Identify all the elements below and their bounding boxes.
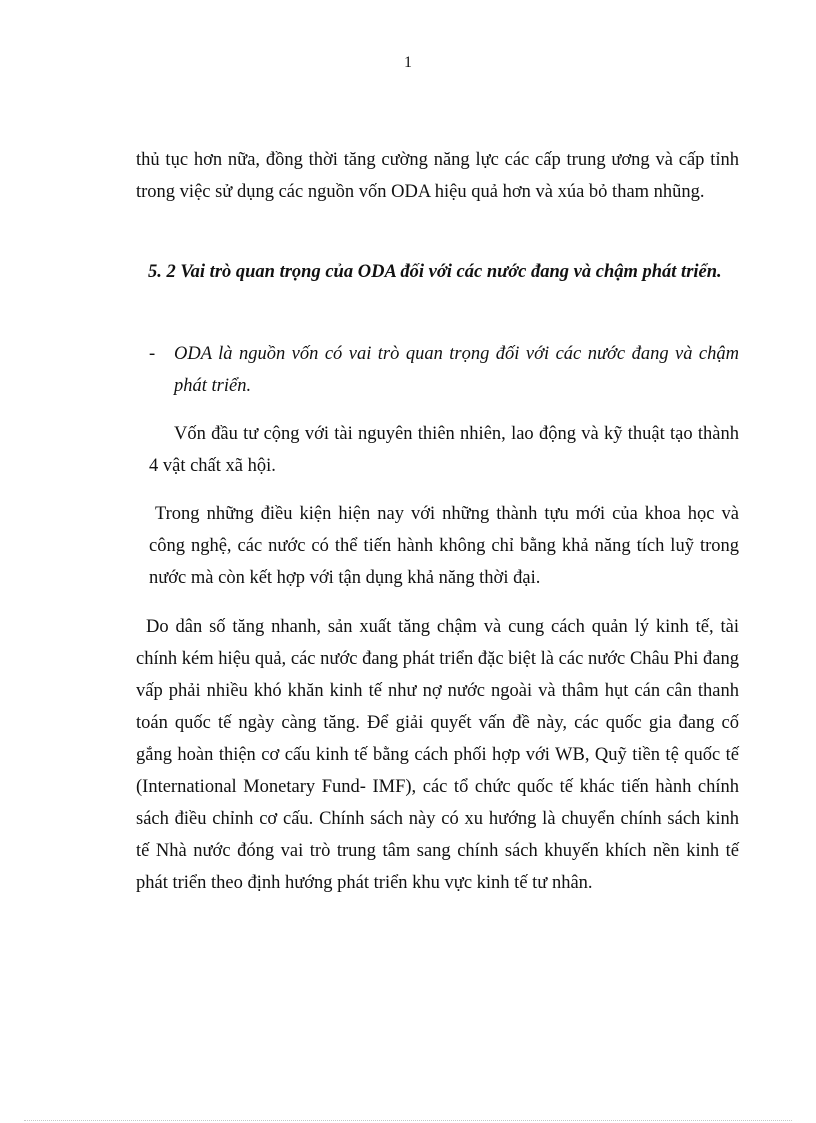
section-heading-text: 5. 2 Vai trò quan trọng của ODA đối với các nước đang và chậm phát triển. xyxy=(148,262,722,282)
bullet-item xyxy=(149,338,739,402)
paragraph-capital-factors: Vốn đầu tư cộng với tài nguyên thiên nhiên, lao động và kỹ thuật tạo thành 4 vật chất xã hội. xyxy=(149,424,739,476)
paragraph-current-conditions: Trong những điều kiện hiện nay với những thành tựu mới của khoa học và công nghệ, các nước có thể tiến hành không chỉ bằng khả năng tích luỹ trong nước mà còn kết hợp với tận dụng khả năng thời đại. xyxy=(149,504,739,588)
page-bottom-divider xyxy=(24,1120,792,1121)
bullet-text: ODA là nguồn vốn có vai trò quan trọng đối với các nước đang và chậm phát triển. xyxy=(174,344,739,396)
bullet-marker: - xyxy=(149,344,156,364)
paragraph-developing-countries: Do dân số tăng nhanh, sản xuất tăng chậm và cung cách quản lý kinh tế, tài chính kém hiệu quả, các nước đang phát triển đặc biệt là các nước Châu Phi đang vấp phải nhiều khó khăn kinh tế như nợ nước ngoài và thâm hụt cán cân thanh toán quốc tế ngày càng tăng. Để giải quyết vấn đề này, các quốc gia đang cố gắng hoàn thiện cơ cấu kinh tế bằng cách phối hợp với WB, Quỹ tiền tệ quốc tế (International Monetary Fund- IMF), các tổ chức quốc tế khác tiến hành chính sách điều chỉnh cơ cấu. Chính sách này có xu hướng là chuyển chính sách kinh tế Nhà nước đóng vai trò trung tâm sang chính sách khuyến khích nền kinh tế phát triển theo định hướng phát triển khu vực kinh tế tư nhân. xyxy=(136,617,739,893)
page-number: 1 xyxy=(404,54,412,71)
section-heading xyxy=(136,256,739,288)
continuation-paragraph: thủ tục hơn nữa, đồng thời tăng cường năng lực các cấp trung ương và cấp tỉnh trong việc sử dụng các nguồn vốn ODA hiệu quả hơn và xúa bỏ tham nhũng. xyxy=(136,150,739,202)
